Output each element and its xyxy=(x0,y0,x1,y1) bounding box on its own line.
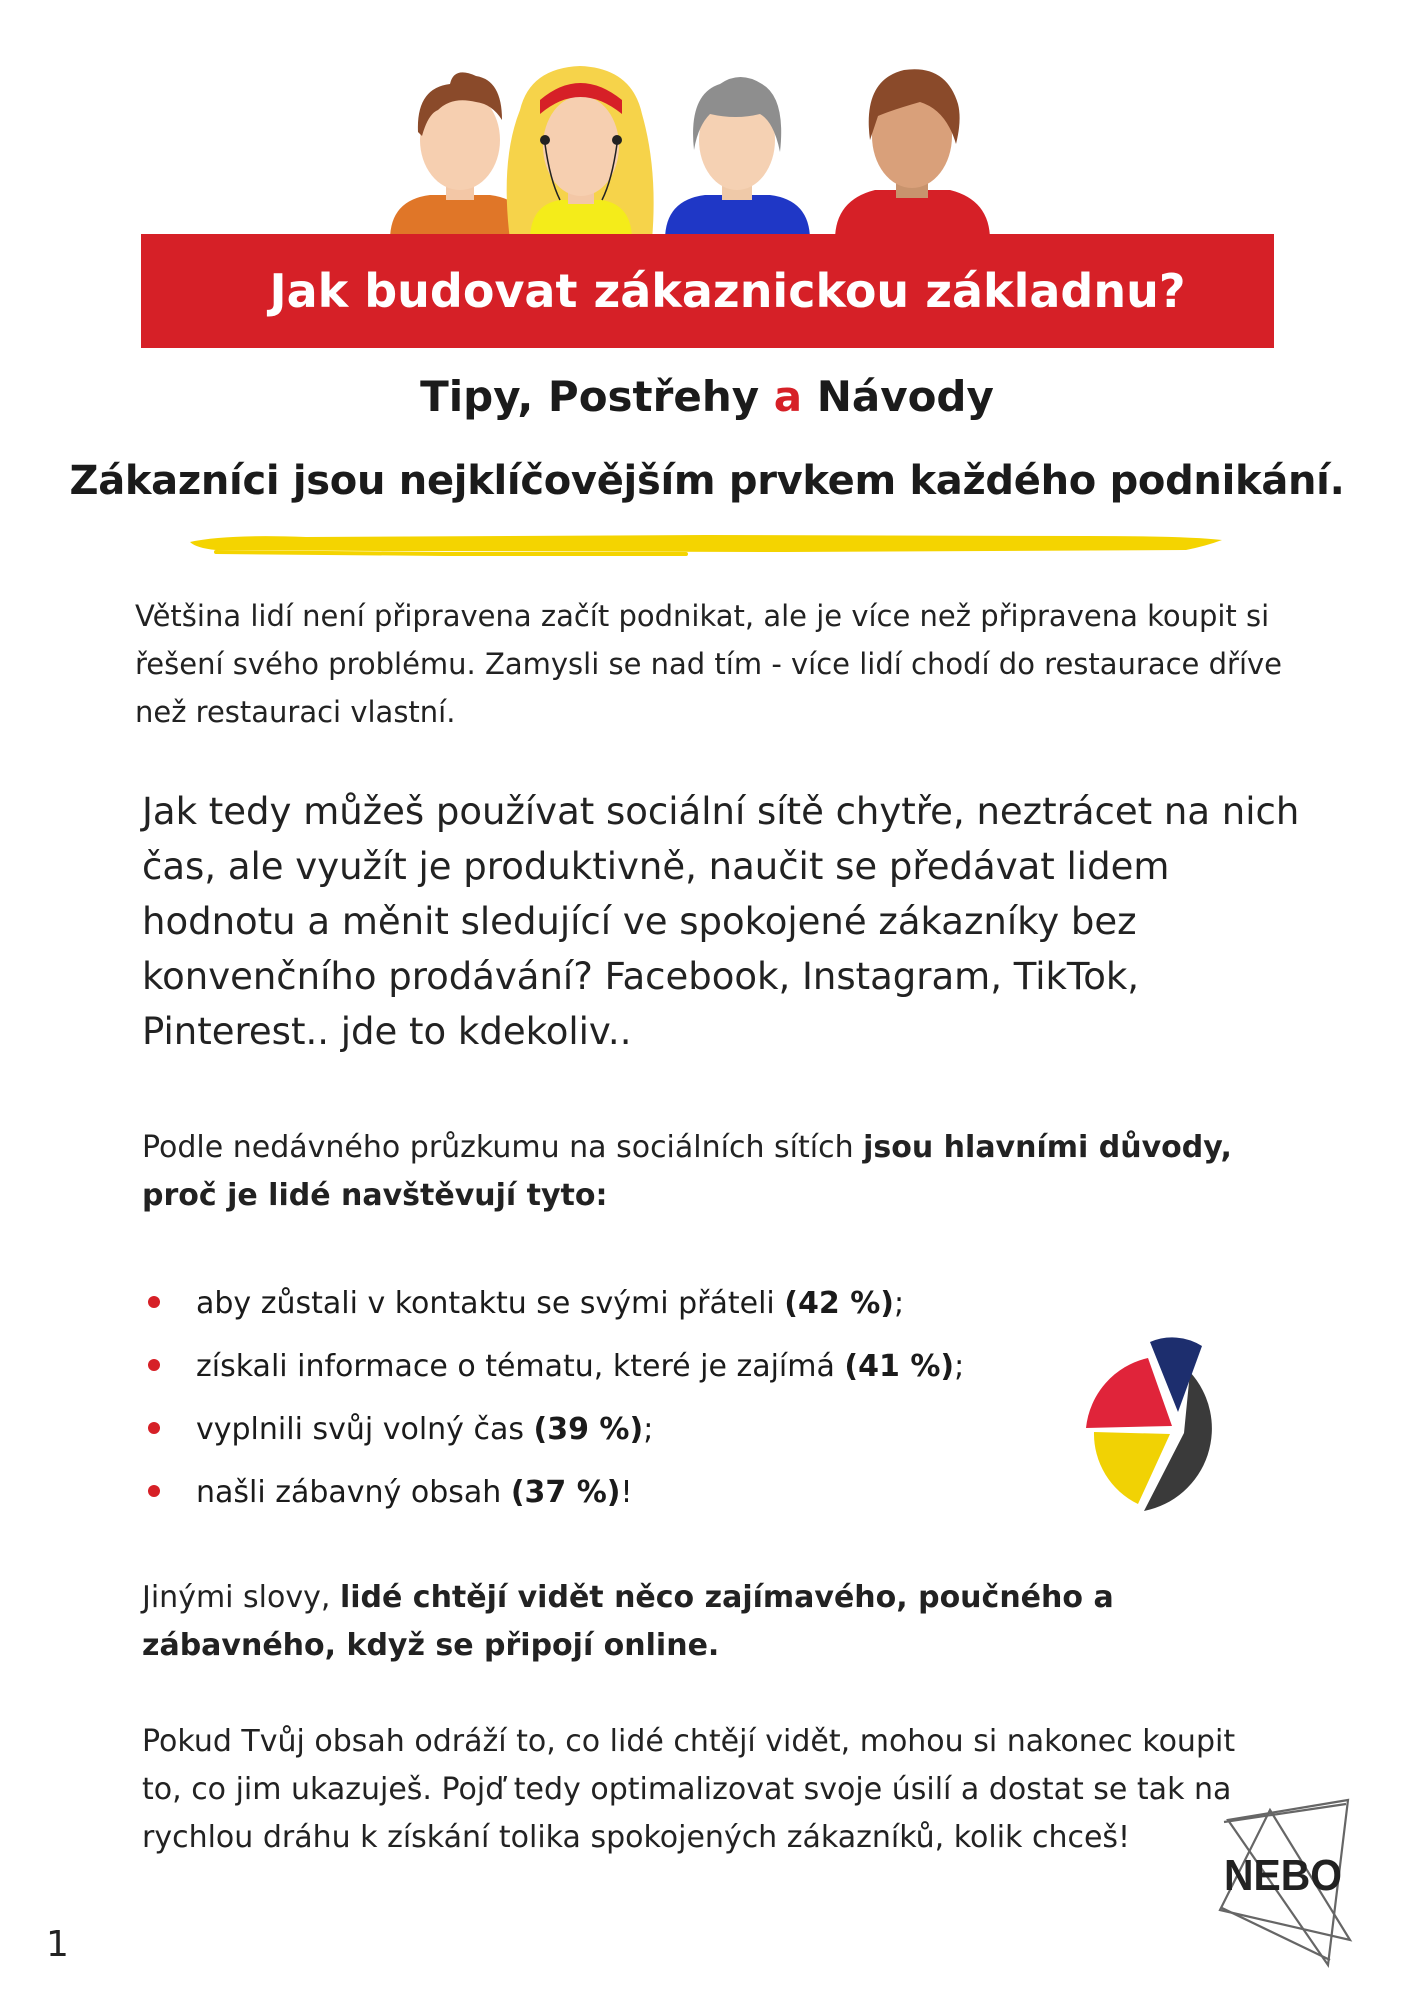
survey-text: Podle nedávného průzkumu na sociálních sítích xyxy=(142,1130,864,1165)
reason-value: (37 %) xyxy=(510,1475,621,1510)
pie-chart-icon xyxy=(1078,1332,1278,1532)
survey-paragraph xyxy=(142,1124,1242,1220)
reason-value: (42 %) xyxy=(784,1286,894,1321)
tagline: Zákazníci jsou nejklíčovějším prvkem každého podnikání. xyxy=(69,458,1345,504)
subtitle-accent: a xyxy=(773,372,803,421)
yellow-brush-underline xyxy=(186,528,1226,558)
summary-paragraph xyxy=(142,1574,1242,1670)
reason-value: (39 %) xyxy=(533,1412,644,1447)
reason-text: vyplnili svůj volný čas xyxy=(196,1412,534,1447)
person-blue-avatar xyxy=(665,77,810,240)
people-illustration xyxy=(380,40,1030,240)
reason-end: ; xyxy=(643,1412,654,1447)
bullet-dot-icon xyxy=(148,1359,160,1371)
reason-end: ; xyxy=(893,1286,905,1321)
reason-end: ! xyxy=(620,1475,633,1510)
person-red-avatar xyxy=(835,69,990,240)
subtitle-part-1: Tipy, Postřehy xyxy=(420,372,760,421)
pie-slice-red xyxy=(1086,1358,1172,1428)
reason-text: získali informace o tématu, které je zajímá xyxy=(196,1349,845,1384)
reason-text: aby zůstali v kontaktu se svými přáteli xyxy=(196,1286,785,1321)
closing-paragraph: Pokud Tvůj obsah odráží to, co lidé chtějí vidět, mohou si nakonec koupit to, co jim ukazuješ. Pojď tedy optimalizovat svoje úsilí a dostat se tak na rychlou dráhu k získání tolika spokojených zákazníků, kolik chceš! xyxy=(142,1724,1236,1855)
page-number: 1 xyxy=(46,1924,69,1965)
survey-bold-text: jsou hlavními důvody, proč je lidé navštěvují tyto: xyxy=(142,1130,1232,1213)
question-paragraph: Jak tedy můžeš používat sociální sítě chytře, neztrácet na nich čas, ale využít je produktivně, naučit se předávat lidem hodnotu a měnit sledující ve spokojené zákazníky bez konvenčního prodávání? Facebook, Instagram, TikTok, Pinterest.. jde to kdekoliv.. xyxy=(142,790,1300,1053)
reasons-list xyxy=(142,1272,1042,1524)
bullet-dot-icon xyxy=(148,1485,160,1497)
bullet-dot-icon xyxy=(148,1422,160,1434)
subtitle-part-2: Návody xyxy=(816,372,994,421)
subtitle xyxy=(0,372,1414,421)
list-item xyxy=(142,1398,1042,1461)
page-title: Jak budovat zákaznickou základnu? xyxy=(269,264,1186,318)
bullet-dot-icon xyxy=(148,1296,160,1308)
summary-bold-text: lidé chtějí vidět něco zajímavého, poučného a zábavného, když se připojí online. xyxy=(142,1580,1114,1663)
list-item xyxy=(142,1272,1042,1335)
title-banner xyxy=(141,234,1274,348)
reason-end: ; xyxy=(954,1349,965,1384)
list-item xyxy=(142,1335,1042,1398)
reason-value: (41 %) xyxy=(844,1349,955,1384)
summary-text: Jinými slovy, xyxy=(142,1580,340,1615)
reason-text: našli zábavný obsah xyxy=(196,1475,511,1510)
intro-paragraph: Většina lidí není připravena začít podnikat, ale je více než připravena koupit si řešení svého problému. Zamysli se nad tím - více lidí chodí do restaurace dříve než restauraci vlastní. xyxy=(135,599,1283,729)
svg-text:NEBO: NEBO xyxy=(1224,1851,1342,1900)
nebo-logo xyxy=(1210,1790,1360,1970)
person-yellow-avatar xyxy=(507,66,654,240)
list-item xyxy=(142,1461,1042,1524)
